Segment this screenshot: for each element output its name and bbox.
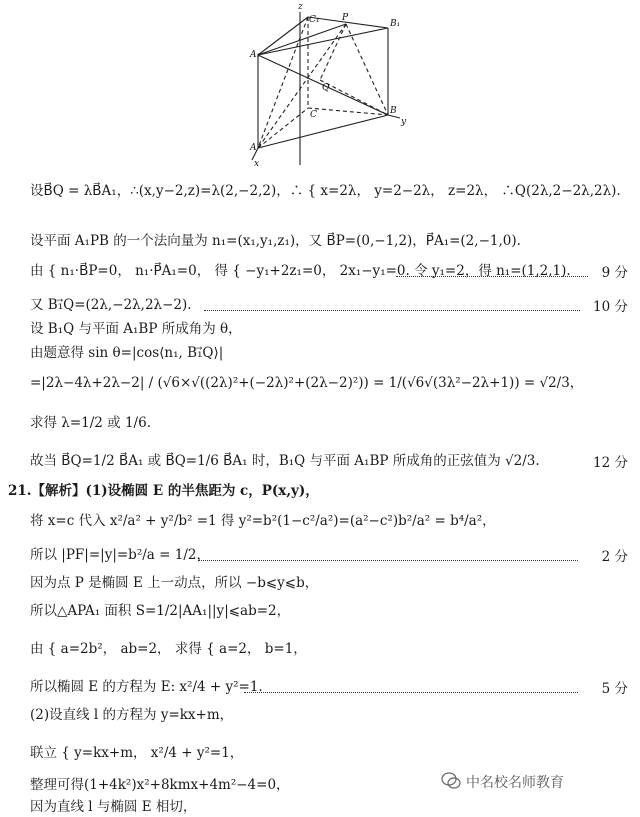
- line-19: 整理可得(1+4k²)x²+8kmx+4m²−4=0，: [30, 777, 290, 793]
- watermark-text: 中名校名师教育: [466, 775, 564, 791]
- line-10: 21.【解析】(1)设椭圆 E 的半焦距为 c，P(x,y)，: [8, 483, 319, 499]
- line-15: 由 { a=2b²， ab=2， 求得 { a=2， b=1，: [30, 641, 307, 657]
- line-18: 联立 { y=kx+m， x²/4 + y²=1，: [30, 745, 244, 761]
- label-c: C: [310, 110, 317, 120]
- edge-a-b: [258, 115, 388, 148]
- line-6: 由题意得 sin θ=|cos⟨n₁, B₁⃗Q⟩|: [30, 345, 224, 361]
- line-14: 所以△APA₁ 面积 S=1/2|AA₁||y|⩽ab=2，: [30, 603, 291, 619]
- line-20: 因为直线 l 与椭圆 E 相切，: [30, 799, 197, 815]
- line-16: 所以椭圆 E 的方程为 E: x²/4 + y²=1.: [30, 679, 263, 695]
- line-9: 故当 B⃗Q=1/2 B⃗A₁ 或 B⃗Q=1/6 B⃗A₁ 时，B₁Q 与平面 A₁BP 所成角的正弦值为 √2/3.: [30, 453, 540, 469]
- leader-dots: [198, 560, 578, 561]
- label-b1: B₁: [390, 19, 401, 29]
- line-3: 由 { n₁·B⃗P=0， n₁·P⃗A₁=0， 得 { −y₁+2z₁=0， 2x₁−y₁=0. 令 y₁=2，得 n₁=(1,2,1).: [30, 263, 571, 279]
- leader-dots: [204, 310, 580, 311]
- geometry-figure: [248, 0, 418, 168]
- score-10: 10 分: [593, 299, 628, 315]
- score-2: 2 分: [601, 549, 628, 565]
- leader-dots: [244, 692, 578, 693]
- line-8: 求得 λ=1/2 或 1/6.: [30, 415, 151, 431]
- label-z: z: [298, 2, 303, 12]
- line-5: 设 B₁Q 与平面 A₁BP 所成角为 θ，: [30, 321, 242, 337]
- label-a: A: [250, 143, 257, 153]
- line-12: 所以 |PF|=|y|=b²/a = 1/2，: [30, 547, 210, 563]
- line-13: 因为点 P 是椭圆 E 上一动点，所以 −b⩽y⩽b，: [30, 575, 319, 591]
- line-4: 又 B₁⃗Q=(2λ,−2λ,2λ−2).: [30, 297, 192, 313]
- label-b: B: [390, 106, 397, 116]
- line-1: 设B⃗Q = λB⃗A₁，∴(x,y−2,z)=λ(2,−2,2)，∴ { x=2λ， y=2−2λ， z=2λ， ∴Q(2λ,2−2λ,2λ).: [30, 183, 621, 199]
- label-x: x: [254, 159, 260, 168]
- label-c1: C₁: [309, 15, 320, 25]
- line-2: 设平面 A₁PB 的一个法向量为 n₁=(x₁,y₁,z₁)，又 B⃗P=(0,−1,2)，P⃗A₁=(2,−1,0).: [30, 233, 521, 249]
- score-9: 9 分: [601, 265, 628, 281]
- line-7: =|2λ−4λ+2λ−2| / (√6×√((2λ)²+(−2λ)²+(2λ−2)²)) = 1/(√6√(3λ²−2λ+1)) = √2/3，: [30, 375, 584, 391]
- line-17: (2)设直线 l 的方程为 y=kx+m，: [30, 707, 234, 723]
- label-p: P: [342, 13, 349, 23]
- score-5: 5 分: [601, 681, 628, 697]
- wechat-icon: [440, 770, 462, 792]
- leader-dots: [396, 276, 588, 277]
- score-12: 12 分: [593, 455, 628, 471]
- label-q: Q: [322, 83, 330, 93]
- label-a1: A₁: [250, 50, 261, 60]
- label-y: y: [401, 117, 407, 127]
- line-11: 将 x=c 代入 x²/a² + y²/b² =1 得 y²=b²(1−c²/a²)=(a²−c²)b²/a² = b⁴/a²，: [30, 513, 496, 529]
